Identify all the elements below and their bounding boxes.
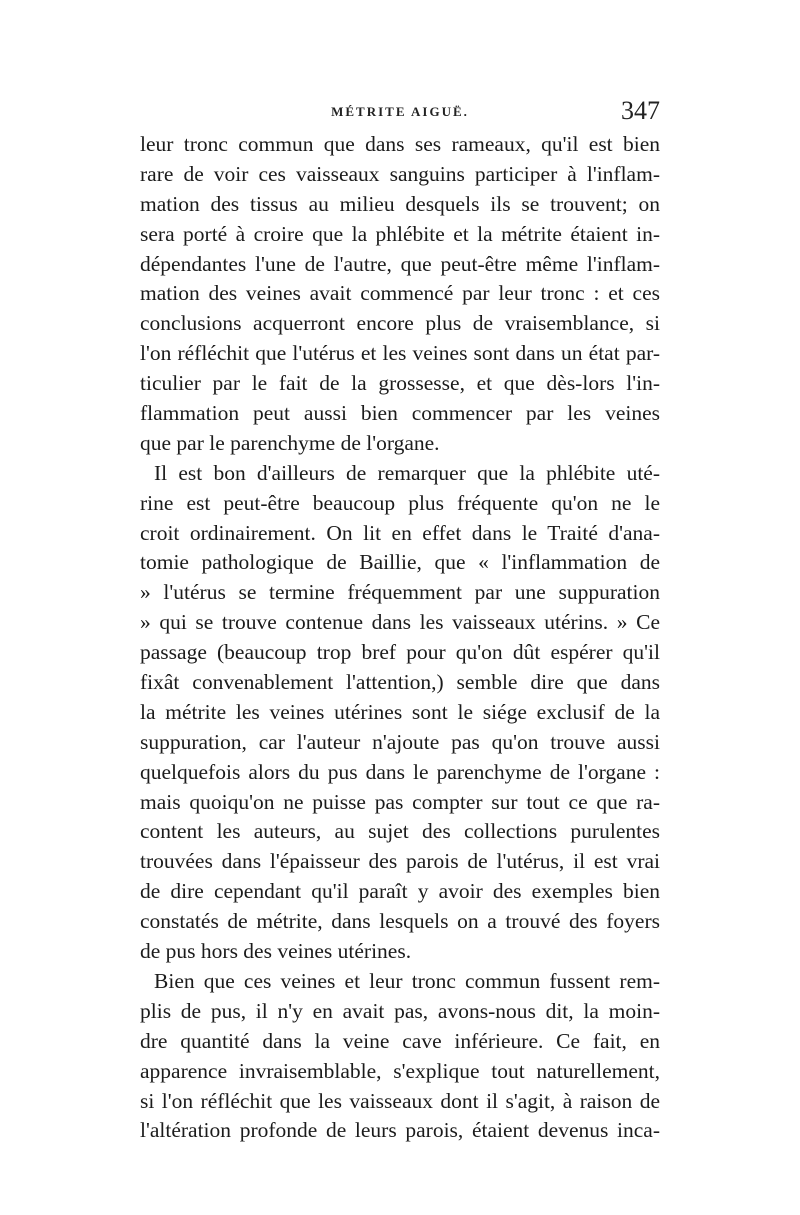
text-line: flammation peut aussi bien commencer par les veines	[140, 401, 660, 426]
text-line: rine est peut-être beaucoup plus fréquente qu'on ne le	[140, 490, 660, 515]
text-line: rare de voir ces vaisseaux sanguins participer à l'inflam-	[140, 161, 660, 186]
text-line: Il est bon d'ailleurs de remarquer que la phlébite uté-	[154, 460, 660, 485]
text-line: leur tronc commun que dans ses rameaux, qu'il est bien	[140, 132, 660, 156]
text-line: mais quoiqu'on ne puisse pas compter sur tout ce que ra-	[140, 789, 660, 814]
text-line: tomie pathologique de Baillie, que « l'inflammation de	[140, 550, 660, 575]
text-line: l'altération profonde de leurs parois, étaient devenus inca-	[140, 1118, 660, 1143]
text-line: l'on réfléchit que l'utérus et les veines sont dans un état par-	[140, 341, 660, 366]
text-line: mation des tissus au milieu desquels ils se trouvent; on	[140, 191, 660, 216]
text-line: quelquefois alors du pus dans le parenchyme de l'organe :	[140, 759, 660, 784]
text-line: passage (beaucoup trop bref pour qu'on dût espérer qu'il	[140, 640, 660, 665]
text-line: » qui se trouve contenue dans les vaisseaux utérins. » Ce	[140, 610, 660, 635]
text-line: mation des veines avait commencé par leur tronc : et ces	[140, 281, 660, 306]
text-line: conclusions acquerront encore plus de vraisemblance, si	[140, 311, 660, 336]
text-line: la métrite les veines utérines sont le siége exclusif de la	[140, 699, 660, 724]
text-line: ticulier par le fait de la grossesse, et que dès-lors l'in-	[140, 371, 660, 396]
running-title: MÉTRITE AIGUË.	[331, 104, 469, 119]
text-line: de dire cependant qu'il paraît y avoir des exemples bien	[140, 879, 660, 904]
text-line: suppuration, car l'auteur n'ajoute pas qu'on trouve aussi	[140, 729, 660, 754]
text-line: sera porté à croire que la phlébite et la métrite étaient in-	[140, 221, 660, 246]
text-line: trouvées dans l'épaisseur des parois de l'utérus, il est vrai	[140, 849, 660, 874]
text-line: fixât convenablement l'attention,) semble dire que dans	[140, 670, 660, 695]
text-line: de pus hors des veines utérines.	[140, 939, 412, 964]
page-number: 347	[621, 96, 660, 125]
text-line: content les auteurs, au sujet des collections purulentes	[140, 819, 660, 844]
text-line: constatés de métrite, dans lesquels on a trouvé des foyers	[140, 909, 660, 934]
body-text	[140, 130, 660, 1146]
text-line: » l'utérus se termine fréquemment par une suppuration	[140, 580, 660, 605]
text-line: apparence invraisemblable, s'explique tout naturellement,	[140, 1058, 660, 1083]
text-line: dre quantité dans la veine cave inférieure. Ce fait, en	[140, 1028, 660, 1053]
text-line: Bien que ces veines et leur tronc commun fussent rem-	[154, 968, 660, 993]
text-line: que par le parenchyme de l'organe.	[140, 430, 440, 455]
text-line: dépendantes l'une de l'autre, que peut-être même l'inflam-	[140, 251, 660, 276]
text-line: croit ordinairement. On lit en effet dans le Traité d'ana-	[140, 520, 660, 545]
text-line: si l'on réfléchit que les vaisseaux dont il s'agit, à raison de	[140, 1088, 660, 1113]
text-line: plis de pus, il n'y en avait pas, avons-nous dit, la moin-	[140, 998, 660, 1023]
